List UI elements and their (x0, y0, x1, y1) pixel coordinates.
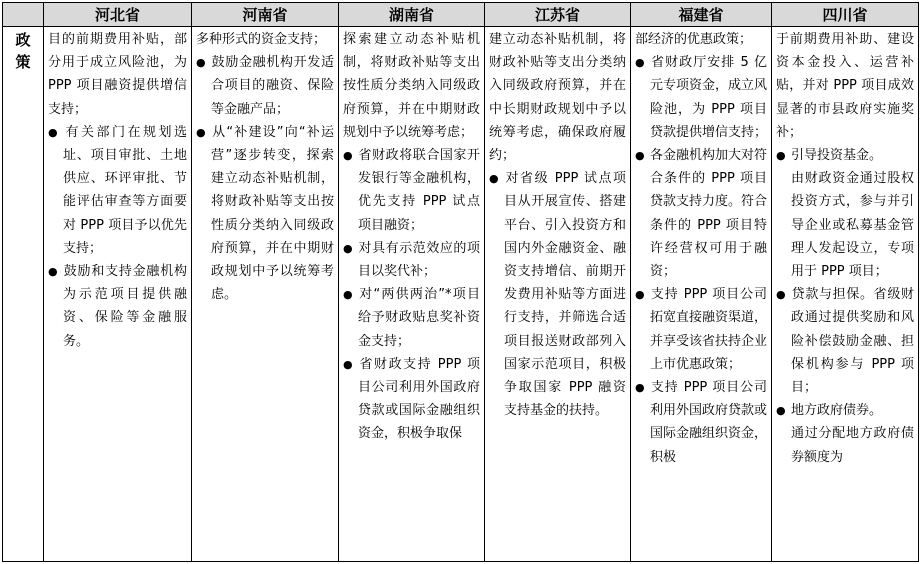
policy-text: 对“两供两治”*项目给予财政贴息奖补资金支持； (358, 287, 480, 349)
policy-bullet-item (635, 283, 767, 376)
policy-text: 鼓励金融机构开发适合项目的融资、保险等金融产品； (211, 55, 334, 117)
policy-text: 通过分配地方政府债券额度为 (791, 426, 914, 465)
policy-paragraph (489, 28, 626, 167)
policy-bullet-item (343, 283, 480, 353)
policy-paragraph (48, 28, 187, 121)
bullet-dot-icon: ● (196, 125, 206, 139)
bullet-dot-icon: ● (776, 149, 786, 163)
policy-text: 省财政支持 PPP 项目公司利用外国政府贷款或国际金融组织资金，积极争取保 (358, 356, 480, 442)
policy-bullet-item (635, 51, 767, 144)
header-province-fujian: 福建省 (631, 3, 772, 27)
policy-cell-henan (192, 27, 339, 562)
policy-paragraph (635, 28, 767, 51)
policy-text: 建立动态补贴机制，将财政补贴等支出分类纳入同级政府预算，并在中长期财政规划中予以统筹考虑，确保政府履约； (489, 32, 626, 164)
policy-bullet-item (635, 376, 767, 469)
policy-text: 于前期费用补助、建设资本金投入、运营补贴，并对 PPP 项目成效显著的市县政府实施奖补； (776, 32, 914, 140)
policy-bullet-item (196, 51, 334, 121)
bullet-dot-icon: ● (635, 56, 645, 70)
table-header-row (3, 3, 919, 27)
policy-text: 目的前期费用补贴，部分用于成立风险池，为 PPP 项目融资提供增信支持； (48, 32, 187, 117)
policy-bullet-item (48, 121, 187, 260)
policy-paragraph (776, 422, 914, 468)
header-corner-cell (3, 3, 44, 27)
policy-text: 地方政府债券。 (791, 403, 883, 419)
policy-paragraph (776, 28, 914, 144)
policy-cell-jiangsu (485, 27, 631, 562)
policy-text: 探索建立动态补贴机制，将财政补贴等支出按性质分类纳入同级政府预算，并在中期财政规划中予以统筹考虑； (343, 32, 480, 140)
policy-bullet-item (776, 399, 914, 422)
bullet-dot-icon: ● (489, 172, 499, 186)
bullet-dot-icon: ● (776, 404, 786, 418)
policy-text: 支持 PPP 项目公司拓宽直接融资渠道，并享受该省扶持企业上市优惠政策； (650, 287, 768, 372)
policy-bullet-item (776, 144, 914, 167)
row-label-char: 策 (15, 53, 31, 71)
policy-text: 支持 PPP 项目公司利用外国政府贷款或国际金融组织资金，积极 (650, 380, 768, 465)
policy-text: 鼓励和支持金融机构为示范项目提供融资、保险等金融服务。 (63, 264, 187, 349)
bullet-dot-icon: ● (48, 265, 58, 279)
policy-bullet-item (343, 353, 480, 446)
bullet-dot-icon: ● (635, 149, 645, 163)
policy-bullet-item (489, 167, 626, 422)
header-province-hunan: 湖南省 (339, 3, 485, 27)
header-province-jiangsu: 江苏省 (485, 3, 631, 27)
policy-bullet-item (635, 144, 767, 283)
policy-cell-hebei (44, 27, 192, 562)
policy-paragraph (343, 28, 480, 144)
policy-bullet-item (343, 237, 480, 283)
bullet-dot-icon: ● (776, 288, 786, 302)
policy-cell-fujian (631, 27, 772, 562)
policy-text: 有关部门在规划选址、项目审批、土地供应、环评审批、节能评估审查等方面要对 PPP 项目予以优先支持； (63, 124, 187, 256)
policy-bullet-item (196, 121, 334, 307)
bullet-dot-icon: ● (635, 381, 645, 395)
bullet-dot-icon: ● (196, 56, 206, 70)
policy-text: 部经济的优惠政策； (635, 32, 753, 47)
row-label-policy (3, 27, 44, 562)
header-province-sichuan: 四川省 (772, 3, 919, 27)
policy-bullet-item (48, 260, 187, 353)
policy-text: 对具有示范效应的项目以奖代补； (358, 240, 480, 280)
policy-text: 多种形式的资金支持； (196, 32, 327, 47)
policy-paragraph (776, 167, 914, 283)
policy-row (3, 27, 919, 562)
bullet-dot-icon: ● (343, 241, 353, 255)
policy-paragraph (196, 28, 334, 51)
policy-text: 引导投资基金。 (791, 148, 883, 164)
policy-text: 省财政将联合国家开发银行等金融机构，优先支持 PPP 试点项目融资； (358, 148, 480, 233)
policy-comparison-table (2, 2, 919, 562)
bullet-dot-icon: ● (343, 288, 353, 302)
policy-text: 由财政资金通过股权投资方式，参与并引导企业或私募基金管理人发起设立，专项用于 PPP 项目； (791, 171, 914, 280)
policy-bullet-item (343, 144, 480, 237)
bullet-dot-icon: ● (343, 357, 353, 371)
bullet-dot-icon: ● (48, 125, 58, 139)
policy-text: 从“补建设”向“补运营”逐步转变，探索建立动态补贴机制，将财政补贴等支出按性质分类纳入同级政府预算，并在中期财政规划中予以统筹考虑。 (211, 124, 334, 303)
policy-text: 贷款与担保。省级财政通过提供奖励和风险补偿鼓励金融、担保机构参与 PPP 项目； (791, 287, 914, 396)
policy-bullet-item (776, 283, 914, 399)
policy-text: 省财政厅安排 5 亿元专项资金，成立风险池，为 PPP 项目贷款提供增信支持； (650, 55, 768, 140)
row-label-char: 政 (15, 31, 31, 49)
bullet-dot-icon: ● (343, 149, 353, 163)
policy-text: 各金融机构加大对符合条件的 PPP 项目贷款支持力度。符合条件的 PPP 项目特许经营权可用于融资； (650, 148, 768, 280)
policy-text: 对省级 PPP 试点项目从开展宣传、搭建平台、引入投资方和国内外金融资金、融资支持增信、前期开发费用补贴等方面进行支持，并筛选合适项目报送财政部列入国家示范项目，积极争取国家 PPP 融资支持基金的扶持。 (504, 171, 626, 419)
policy-cell-sichuan (772, 27, 919, 562)
header-province-henan: 河南省 (192, 3, 339, 27)
bullet-dot-icon: ● (635, 288, 645, 302)
policy-cell-hunan (339, 27, 485, 562)
header-province-hebei: 河北省 (44, 3, 192, 27)
